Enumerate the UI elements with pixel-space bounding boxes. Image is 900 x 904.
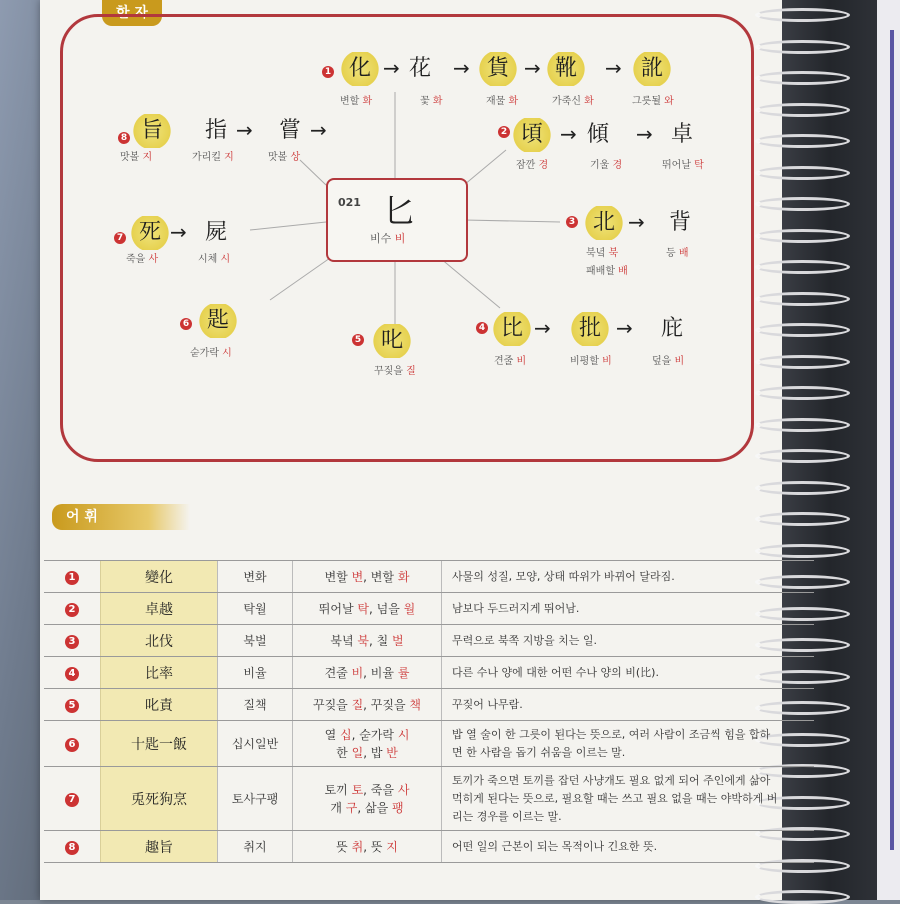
vocab-number	[44, 657, 101, 689]
center-hanja-box	[326, 178, 468, 262]
arrow-icon: →	[560, 122, 577, 146]
hanja-reading: 가죽신 화	[552, 96, 594, 107]
hanja-reading: 재물 화	[486, 96, 519, 107]
hanja-char: 嘗	[278, 118, 301, 143]
hanja-char: 北	[584, 206, 624, 240]
arrow-icon: →	[524, 56, 541, 80]
vocab-number	[44, 625, 101, 657]
hanja-char: 庇	[660, 316, 683, 341]
hanja-char: 靴	[546, 52, 586, 86]
hanja-reading: 덮을 비	[652, 356, 685, 367]
number-badge: 4	[65, 667, 79, 681]
hanja-reading: 맛볼 지	[120, 152, 153, 163]
hanja-char: 花	[408, 56, 431, 81]
hanja-reading: 가리킬 지	[192, 152, 234, 163]
vocab-row	[44, 561, 814, 593]
group-bullet: 1	[322, 66, 334, 78]
hanja-reading: 뛰어날 탁	[662, 160, 704, 171]
vocabulary-table	[44, 560, 814, 863]
vocab-meaning: 견줄 비, 비율 률	[293, 657, 442, 689]
vocab-definition: 꾸짖어 나무람.	[442, 689, 815, 721]
vocab-word: 趣旨	[101, 831, 218, 863]
hanja-reading: 북녘 북	[586, 248, 619, 259]
group-bullet: 4	[476, 322, 488, 334]
vocab-row	[44, 625, 814, 657]
hanja-reading: 등 배	[666, 248, 689, 259]
arrow-icon: →	[628, 210, 645, 234]
hanja-reading: 꾸짖을 질	[374, 366, 416, 377]
arrow-icon: →	[310, 118, 327, 142]
vocab-reading: 취지	[218, 831, 293, 863]
vocab-row	[44, 657, 814, 689]
hanja-char: 匙	[198, 304, 238, 338]
vocab-row	[44, 831, 814, 863]
hanja-reading: 잠깐 경	[516, 160, 549, 171]
group-bullet: 2	[498, 126, 510, 138]
number-badge: 2	[65, 603, 79, 617]
arrow-icon: →	[170, 220, 187, 244]
hanja-reading: 견줄 비	[494, 356, 527, 367]
arrow-icon: →	[616, 316, 633, 340]
hanja-char: 訛	[632, 52, 672, 86]
vocab-reading: 질책	[218, 689, 293, 721]
arrow-icon: →	[605, 56, 622, 80]
hanja-char: 比	[492, 312, 532, 346]
hanja-char: 化	[340, 52, 380, 86]
hanja-reading: 그릇될 와	[632, 96, 674, 107]
arrow-icon: →	[453, 56, 470, 80]
vocab-definition: 밥 열 술이 한 그릇이 된다는 뜻으로, 여러 사람이 조금씩 힘을 합하 면 한 사람을 돕기 쉬움을 이르는 말.	[442, 721, 815, 767]
vocab-word: 比率	[101, 657, 218, 689]
vocab-number	[44, 593, 101, 625]
center-reading: 비수 비	[370, 232, 406, 245]
vocab-reading: 십시일반	[218, 721, 293, 767]
vocab-number	[44, 689, 101, 721]
vocab-meaning: 열 십, 숟가락 시 한 일, 밥 반	[293, 721, 442, 767]
vocab-reading: 변화	[218, 561, 293, 593]
vocab-definition: 토끼가 죽으면 토끼를 잡던 사냥개도 필요 없게 되어 주인에게 삶아 먹히게 된다는 뜻으로, 필요할 때는 쓰고 필요 없을 때는 야박하게 버 리는 경우를 이르는 말.	[442, 767, 815, 831]
vocab-meaning: 변할 변, 변할 화	[293, 561, 442, 593]
vocab-number	[44, 721, 101, 767]
number-badge: 5	[65, 699, 79, 713]
vocab-definition: 사물의 성질, 모양, 상태 따위가 바뀌어 달라짐.	[442, 561, 815, 593]
hanja-char: 貨	[478, 52, 518, 86]
vocab-number	[44, 561, 101, 593]
hanja-reading: 시체 시	[198, 254, 231, 265]
vocab-row	[44, 593, 814, 625]
entry-number: 021	[338, 196, 361, 209]
vocab-number	[44, 831, 101, 863]
hanja-reading: 꽃 화	[420, 96, 443, 107]
hanja-reading: 패배할 배	[586, 266, 628, 277]
group-bullet: 3	[566, 216, 578, 228]
vocab-meaning: 뛰어날 탁, 넘을 월	[293, 593, 442, 625]
vocab-row	[44, 767, 814, 831]
hanja-reading: 기울 경	[590, 160, 623, 171]
vocab-definition: 무력으로 북쪽 지방을 치는 일.	[442, 625, 815, 657]
hanja-char: 指	[204, 118, 227, 143]
vocab-row	[44, 689, 814, 721]
vocab-section-tag: 어 휘	[52, 504, 190, 530]
group-bullet: 5	[352, 334, 364, 346]
arrow-icon: →	[236, 118, 253, 142]
vocab-row	[44, 721, 814, 767]
vocab-meaning: 북녘 북, 칠 벌	[293, 625, 442, 657]
vocab-definition: 어떤 일의 근본이 되는 목적이나 긴요한 뜻.	[442, 831, 815, 863]
vocab-word: 十匙一飯	[101, 721, 218, 767]
hanja-reading: 비평할 비	[570, 356, 612, 367]
center-hanja: 匕	[383, 192, 416, 230]
hanja-char: 屍	[204, 220, 227, 245]
number-badge: 8	[65, 841, 79, 855]
hanja-reading: 죽을 사	[126, 254, 159, 265]
hanja-reading: 변할 화	[340, 96, 373, 107]
vocab-word: 兎死狗烹	[101, 767, 218, 831]
vocab-meaning: 꾸짖을 질, 꾸짖을 책	[293, 689, 442, 721]
arrow-icon: →	[636, 122, 653, 146]
vocab-word: 卓越	[101, 593, 218, 625]
hanja-reading: 숟가락 시	[190, 348, 232, 359]
hanja-char: 叱	[372, 324, 412, 358]
group-bullet: 6	[180, 318, 192, 330]
hanja-section-tag: 한 자	[102, 0, 162, 26]
vocab-reading: 북벌	[218, 625, 293, 657]
vocab-word: 叱責	[101, 689, 218, 721]
vocab-number	[44, 767, 101, 831]
vocab-reading: 토사구팽	[218, 767, 293, 831]
arrow-icon: →	[383, 56, 400, 80]
number-badge: 3	[65, 635, 79, 649]
hanja-char: 傾	[586, 122, 609, 147]
hanja-char: 旨	[132, 114, 172, 148]
group-bullet: 8	[118, 132, 130, 144]
number-badge: 7	[65, 793, 79, 807]
vocab-meaning: 뜻 취, 뜻 지	[293, 831, 442, 863]
vocab-reading: 탁월	[218, 593, 293, 625]
vocab-word: 變化	[101, 561, 218, 593]
group-bullet: 7	[114, 232, 126, 244]
hanja-char: 頃	[512, 118, 552, 152]
vocab-definition: 다른 수나 양에 대한 어떤 수나 양의 비(比).	[442, 657, 815, 689]
hanja-char: 死	[130, 216, 170, 250]
hanja-reading: 맛볼 상	[268, 152, 301, 163]
vocab-meaning: 토끼 토, 죽을 사 개 구, 삶을 팽	[293, 767, 442, 831]
vocab-word: 北伐	[101, 625, 218, 657]
vocab-definition: 남보다 두드러지게 뛰어남.	[442, 593, 815, 625]
hanja-char: 卓	[670, 122, 693, 147]
hanja-char: 批	[570, 312, 610, 346]
arrow-icon: →	[534, 316, 551, 340]
number-badge: 6	[65, 738, 79, 752]
vocab-reading: 비율	[218, 657, 293, 689]
hanja-char: 背	[668, 210, 691, 235]
number-badge: 1	[65, 571, 79, 585]
